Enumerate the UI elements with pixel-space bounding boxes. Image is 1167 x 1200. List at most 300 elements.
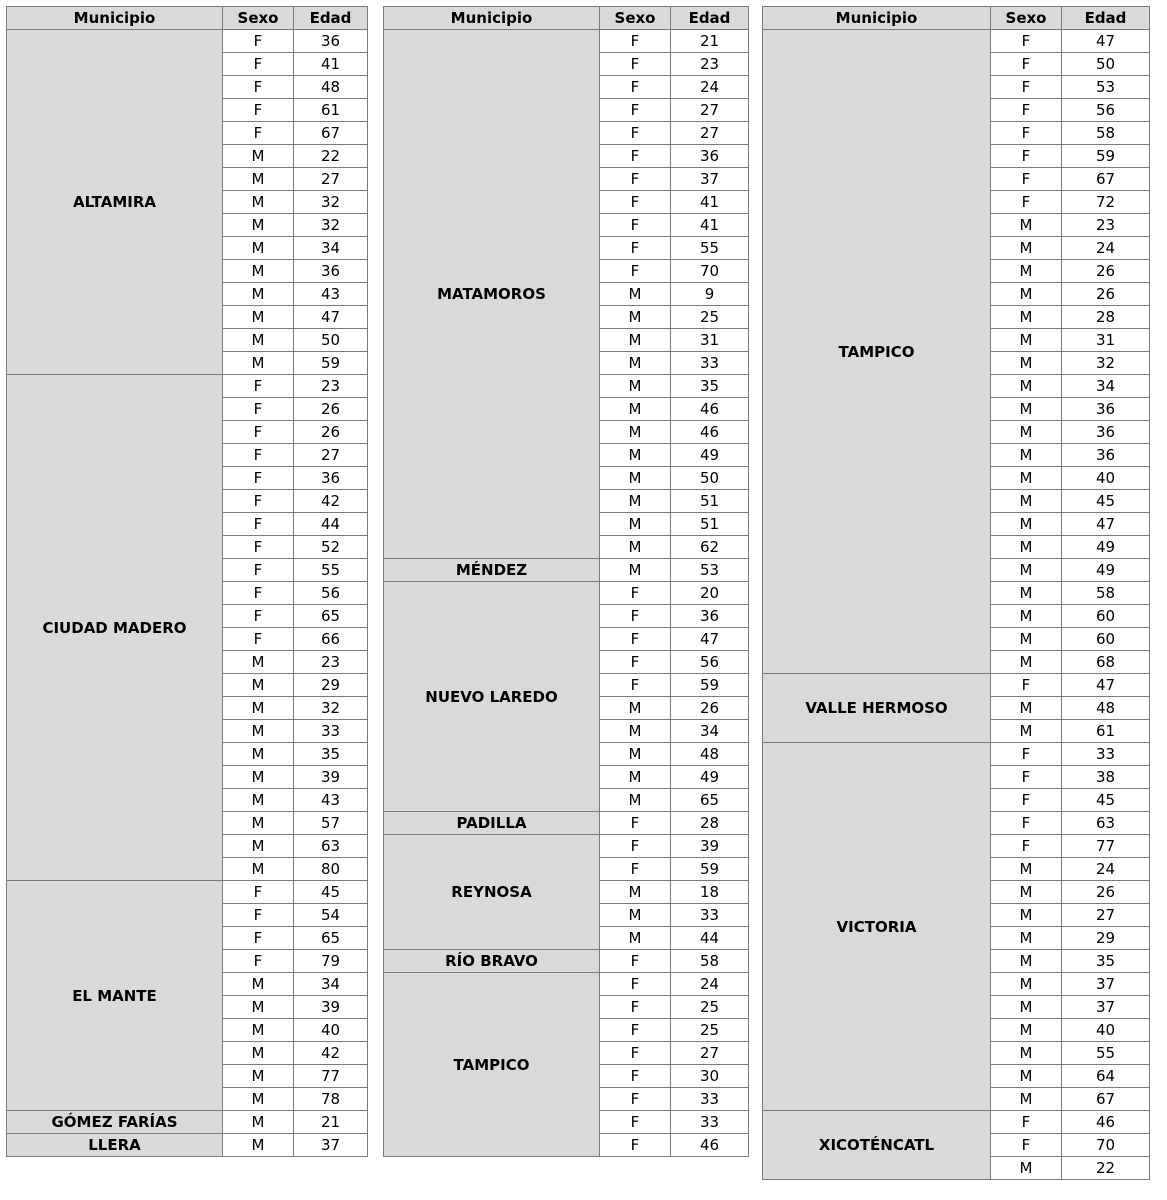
municipio-cell: EL MANTE [7, 881, 223, 1111]
sexo-cell: F [991, 812, 1062, 835]
edad-cell: 44 [294, 513, 368, 536]
edad-cell: 46 [671, 398, 749, 421]
sexo-cell: M [991, 260, 1062, 283]
sexo-cell: F [600, 1042, 671, 1065]
edad-cell: 48 [294, 76, 368, 99]
edad-cell: 26 [671, 697, 749, 720]
edad-cell: 34 [1062, 375, 1150, 398]
sexo-cell: M [991, 1088, 1062, 1111]
sexo-cell: M [223, 789, 294, 812]
sexo-cell: M [223, 743, 294, 766]
edad-cell: 21 [671, 30, 749, 53]
edad-cell: 59 [1062, 145, 1150, 168]
table-row [384, 950, 749, 973]
sexo-cell: F [223, 30, 294, 53]
municipio-cell: RÍO BRAVO [384, 950, 600, 973]
table-row [763, 743, 1150, 766]
edad-cell: 35 [294, 743, 368, 766]
table-row [763, 1111, 1150, 1134]
sexo-cell: F [223, 444, 294, 467]
edad-cell: 61 [1062, 720, 1150, 743]
edad-cell: 30 [671, 1065, 749, 1088]
municipio-cell: PADILLA [384, 812, 600, 835]
sexo-cell: F [223, 927, 294, 950]
edad-cell: 47 [1062, 30, 1150, 53]
sexo-cell: F [600, 582, 671, 605]
edad-cell: 64 [1062, 1065, 1150, 1088]
data-table-right [762, 6, 1150, 1180]
header-municipio: Municipio [384, 7, 600, 30]
sexo-cell: M [991, 697, 1062, 720]
sexo-cell: F [223, 513, 294, 536]
sexo-cell: M [600, 559, 671, 582]
edad-cell: 50 [1062, 53, 1150, 76]
edad-cell: 60 [1062, 628, 1150, 651]
sexo-cell: M [600, 306, 671, 329]
edad-cell: 41 [294, 53, 368, 76]
edad-cell: 32 [294, 697, 368, 720]
sexo-cell: F [223, 467, 294, 490]
edad-cell: 34 [671, 720, 749, 743]
edad-cell: 39 [294, 766, 368, 789]
sexo-cell: M [991, 421, 1062, 444]
sexo-cell: M [991, 513, 1062, 536]
sexo-cell: F [991, 30, 1062, 53]
sexo-cell: M [991, 467, 1062, 490]
municipio-cell: GÓMEZ FARÍAS [7, 1111, 223, 1134]
edad-cell: 27 [294, 168, 368, 191]
edad-cell: 23 [294, 375, 368, 398]
sexo-cell: M [600, 743, 671, 766]
sexo-cell: M [991, 237, 1062, 260]
edad-cell: 33 [671, 904, 749, 927]
sexo-cell: M [991, 881, 1062, 904]
edad-cell: 62 [671, 536, 749, 559]
edad-cell: 70 [671, 260, 749, 283]
sexo-cell: M [991, 559, 1062, 582]
edad-cell: 36 [671, 605, 749, 628]
edad-cell: 34 [294, 237, 368, 260]
edad-cell: 23 [294, 651, 368, 674]
edad-cell: 28 [1062, 306, 1150, 329]
edad-cell: 32 [294, 214, 368, 237]
edad-cell: 66 [294, 628, 368, 651]
edad-cell: 67 [1062, 168, 1150, 191]
sexo-cell: M [223, 237, 294, 260]
edad-cell: 65 [671, 789, 749, 812]
sexo-cell: F [223, 99, 294, 122]
edad-cell: 22 [294, 145, 368, 168]
sexo-cell: F [600, 651, 671, 674]
sexo-cell: M [223, 260, 294, 283]
sexo-cell: F [600, 812, 671, 835]
edad-cell: 26 [1062, 260, 1150, 283]
sexo-cell: M [991, 536, 1062, 559]
edad-cell: 46 [1062, 1111, 1150, 1134]
edad-cell: 27 [671, 99, 749, 122]
edad-cell: 44 [671, 927, 749, 950]
table-row [384, 559, 749, 582]
edad-cell: 37 [671, 168, 749, 191]
edad-cell: 25 [671, 1019, 749, 1042]
sexo-cell: F [991, 145, 1062, 168]
edad-cell: 68 [1062, 651, 1150, 674]
sexo-cell: F [600, 996, 671, 1019]
sexo-cell: F [600, 237, 671, 260]
sexo-cell: M [991, 1019, 1062, 1042]
sexo-cell: M [991, 398, 1062, 421]
edad-cell: 37 [1062, 973, 1150, 996]
sexo-cell: M [223, 858, 294, 881]
sexo-cell: F [600, 1134, 671, 1157]
header-row [384, 7, 749, 30]
edad-cell: 37 [294, 1134, 368, 1157]
sexo-cell: F [600, 858, 671, 881]
sexo-cell: M [991, 329, 1062, 352]
edad-cell: 20 [671, 582, 749, 605]
sexo-cell: F [991, 674, 1062, 697]
sexo-cell: F [600, 1088, 671, 1111]
sexo-cell: M [223, 1042, 294, 1065]
sexo-cell: M [223, 191, 294, 214]
edad-cell: 25 [671, 306, 749, 329]
sexo-cell: F [600, 835, 671, 858]
sexo-cell: F [991, 789, 1062, 812]
sexo-cell: M [991, 306, 1062, 329]
edad-cell: 26 [294, 421, 368, 444]
edad-cell: 63 [1062, 812, 1150, 835]
edad-cell: 46 [671, 1134, 749, 1157]
municipio-cell: MÉNDEZ [384, 559, 600, 582]
header-municipio: Municipio [7, 7, 223, 30]
sexo-cell: M [600, 283, 671, 306]
header-row [763, 7, 1150, 30]
edad-cell: 58 [671, 950, 749, 973]
edad-cell: 45 [1062, 490, 1150, 513]
edad-cell: 61 [294, 99, 368, 122]
sexo-cell: F [991, 1111, 1062, 1134]
municipio-cell: ALTAMIRA [7, 30, 223, 375]
sexo-cell: F [600, 1019, 671, 1042]
header-municipio: Municipio [763, 7, 991, 30]
edad-cell: 50 [671, 467, 749, 490]
edad-cell: 39 [671, 835, 749, 858]
municipio-cell: CIUDAD MADERO [7, 375, 223, 881]
edad-cell: 55 [294, 559, 368, 582]
edad-cell: 49 [671, 444, 749, 467]
municipio-cell: NUEVO LAREDO [384, 582, 600, 812]
sexo-cell: F [991, 766, 1062, 789]
sexo-cell: F [991, 122, 1062, 145]
sexo-cell: M [223, 1111, 294, 1134]
edad-cell: 50 [294, 329, 368, 352]
sexo-cell: F [600, 973, 671, 996]
edad-cell: 24 [1062, 858, 1150, 881]
sexo-cell: F [223, 904, 294, 927]
edad-cell: 48 [671, 743, 749, 766]
edad-cell: 39 [294, 996, 368, 1019]
sexo-cell: M [600, 329, 671, 352]
sexo-cell: F [991, 76, 1062, 99]
municipio-cell: REYNOSA [384, 835, 600, 950]
edad-cell: 22 [1062, 1157, 1150, 1180]
table-row [7, 881, 368, 904]
sexo-cell: M [600, 881, 671, 904]
sexo-cell: M [223, 1019, 294, 1042]
sexo-cell: M [600, 352, 671, 375]
edad-cell: 53 [671, 559, 749, 582]
edad-cell: 33 [1062, 743, 1150, 766]
edad-cell: 67 [1062, 1088, 1150, 1111]
sexo-cell: M [600, 398, 671, 421]
sexo-cell: F [600, 628, 671, 651]
edad-cell: 24 [1062, 237, 1150, 260]
sexo-cell: M [991, 950, 1062, 973]
edad-cell: 59 [671, 858, 749, 881]
sexo-cell: F [991, 1134, 1062, 1157]
sexo-cell: F [991, 835, 1062, 858]
edad-cell: 23 [671, 53, 749, 76]
edad-cell: 77 [1062, 835, 1150, 858]
sexo-cell: F [223, 950, 294, 973]
sexo-cell: F [600, 76, 671, 99]
sexo-cell: F [223, 398, 294, 421]
sexo-cell: M [991, 375, 1062, 398]
header-edad: Edad [294, 7, 368, 30]
edad-cell: 55 [671, 237, 749, 260]
edad-cell: 49 [1062, 559, 1150, 582]
edad-cell: 52 [294, 536, 368, 559]
sexo-cell: M [223, 697, 294, 720]
sexo-cell: M [223, 720, 294, 743]
edad-cell: 65 [294, 927, 368, 950]
sexo-cell: F [991, 53, 1062, 76]
table-row [384, 812, 749, 835]
sexo-cell: F [600, 214, 671, 237]
sexo-cell: M [223, 1088, 294, 1111]
sexo-cell: F [223, 53, 294, 76]
sexo-cell: M [600, 536, 671, 559]
edad-cell: 58 [1062, 122, 1150, 145]
sexo-cell: M [600, 904, 671, 927]
sexo-cell: M [600, 467, 671, 490]
sexo-cell: M [223, 674, 294, 697]
sexo-cell: F [223, 536, 294, 559]
edad-cell: 26 [1062, 881, 1150, 904]
municipio-cell: TAMPICO [384, 973, 600, 1157]
edad-cell: 79 [294, 950, 368, 973]
sexo-cell: M [991, 582, 1062, 605]
sexo-cell: M [223, 996, 294, 1019]
sexo-cell: M [600, 789, 671, 812]
sexo-cell: M [223, 1134, 294, 1157]
edad-cell: 21 [294, 1111, 368, 1134]
edad-cell: 53 [1062, 76, 1150, 99]
edad-cell: 33 [671, 352, 749, 375]
table-row [763, 674, 1150, 697]
sexo-cell: M [991, 1157, 1062, 1180]
sexo-cell: M [600, 375, 671, 398]
sexo-cell: F [991, 168, 1062, 191]
sexo-cell: F [223, 559, 294, 582]
sexo-cell: M [223, 329, 294, 352]
sexo-cell: M [600, 697, 671, 720]
sexo-cell: F [991, 191, 1062, 214]
edad-cell: 27 [1062, 904, 1150, 927]
sexo-cell: F [600, 950, 671, 973]
sexo-cell: F [600, 1111, 671, 1134]
municipio-cell: VICTORIA [763, 743, 991, 1111]
table-row [384, 582, 749, 605]
sexo-cell: F [600, 674, 671, 697]
edad-cell: 42 [294, 1042, 368, 1065]
table-row [763, 30, 1150, 53]
sexo-cell: M [991, 214, 1062, 237]
edad-cell: 36 [294, 260, 368, 283]
edad-cell: 49 [1062, 536, 1150, 559]
sexo-cell: F [600, 605, 671, 628]
edad-cell: 45 [1062, 789, 1150, 812]
header-sexo: Sexo [600, 7, 671, 30]
edad-cell: 80 [294, 858, 368, 881]
data-table-middle [383, 6, 749, 1157]
sexo-cell: F [600, 168, 671, 191]
municipio-cell: XICOTÉNCATL [763, 1111, 991, 1180]
sexo-cell: F [600, 122, 671, 145]
edad-cell: 35 [1062, 950, 1150, 973]
sexo-cell: M [600, 927, 671, 950]
sexo-cell: F [223, 375, 294, 398]
edad-cell: 40 [1062, 1019, 1150, 1042]
table-row [384, 973, 749, 996]
header-sexo: Sexo [991, 7, 1062, 30]
edad-cell: 38 [1062, 766, 1150, 789]
sexo-cell: F [600, 53, 671, 76]
sexo-cell: F [223, 605, 294, 628]
header-edad: Edad [671, 7, 749, 30]
edad-cell: 33 [294, 720, 368, 743]
edad-cell: 47 [294, 306, 368, 329]
sexo-cell: F [223, 76, 294, 99]
edad-cell: 40 [294, 1019, 368, 1042]
edad-cell: 51 [671, 490, 749, 513]
sexo-cell: M [991, 904, 1062, 927]
sexo-cell: M [223, 1065, 294, 1088]
edad-cell: 43 [294, 283, 368, 306]
sexo-cell: M [991, 973, 1062, 996]
edad-cell: 42 [294, 490, 368, 513]
edad-cell: 33 [671, 1088, 749, 1111]
header-sexo: Sexo [223, 7, 294, 30]
edad-cell: 37 [1062, 996, 1150, 1019]
sexo-cell: M [991, 283, 1062, 306]
sexo-cell: M [600, 421, 671, 444]
edad-cell: 47 [1062, 674, 1150, 697]
edad-cell: 54 [294, 904, 368, 927]
edad-cell: 18 [671, 881, 749, 904]
edad-cell: 65 [294, 605, 368, 628]
edad-cell: 29 [294, 674, 368, 697]
sexo-cell: M [600, 720, 671, 743]
table-row [7, 375, 368, 398]
edad-cell: 63 [294, 835, 368, 858]
edad-cell: 26 [1062, 283, 1150, 306]
sexo-cell: F [223, 582, 294, 605]
edad-cell: 72 [1062, 191, 1150, 214]
municipio-cell: MATAMOROS [384, 30, 600, 559]
edad-cell: 56 [294, 582, 368, 605]
edad-cell: 27 [671, 1042, 749, 1065]
edad-cell: 78 [294, 1088, 368, 1111]
edad-cell: 25 [671, 996, 749, 1019]
edad-cell: 36 [1062, 398, 1150, 421]
edad-cell: 41 [671, 214, 749, 237]
sexo-cell: F [991, 99, 1062, 122]
municipio-cell: LLERA [7, 1134, 223, 1157]
edad-cell: 41 [671, 191, 749, 214]
edad-cell: 67 [294, 122, 368, 145]
table-row [7, 1134, 368, 1157]
edad-cell: 51 [671, 513, 749, 536]
sexo-cell: M [991, 490, 1062, 513]
sexo-cell: M [991, 444, 1062, 467]
edad-cell: 43 [294, 789, 368, 812]
sexo-cell: M [991, 1042, 1062, 1065]
header-row [7, 7, 368, 30]
sexo-cell: M [223, 766, 294, 789]
edad-cell: 47 [1062, 513, 1150, 536]
edad-cell: 56 [1062, 99, 1150, 122]
edad-cell: 23 [1062, 214, 1150, 237]
sexo-cell: F [223, 628, 294, 651]
sexo-cell: M [223, 651, 294, 674]
edad-cell: 29 [1062, 927, 1150, 950]
edad-cell: 26 [294, 398, 368, 421]
edad-cell: 33 [671, 1111, 749, 1134]
edad-cell: 36 [1062, 421, 1150, 444]
sexo-cell: M [991, 927, 1062, 950]
sexo-cell: F [600, 99, 671, 122]
sexo-cell: M [991, 858, 1062, 881]
sexo-cell: F [223, 881, 294, 904]
edad-cell: 70 [1062, 1134, 1150, 1157]
sexo-cell: F [991, 743, 1062, 766]
edad-cell: 45 [294, 881, 368, 904]
sexo-cell: M [223, 812, 294, 835]
table-row [7, 30, 368, 53]
edad-cell: 60 [1062, 605, 1150, 628]
table-row [384, 835, 749, 858]
edad-cell: 36 [1062, 444, 1150, 467]
edad-cell: 47 [671, 628, 749, 651]
edad-cell: 49 [671, 766, 749, 789]
sexo-cell: M [223, 973, 294, 996]
edad-cell: 46 [671, 421, 749, 444]
sexo-cell: F [223, 122, 294, 145]
edad-cell: 35 [671, 375, 749, 398]
edad-cell: 59 [294, 352, 368, 375]
table-row [384, 30, 749, 53]
edad-cell: 77 [294, 1065, 368, 1088]
edad-cell: 32 [294, 191, 368, 214]
sexo-cell: F [600, 30, 671, 53]
sexo-cell: M [991, 1065, 1062, 1088]
sexo-cell: M [600, 766, 671, 789]
edad-cell: 34 [294, 973, 368, 996]
sexo-cell: M [223, 168, 294, 191]
edad-cell: 31 [671, 329, 749, 352]
sexo-cell: M [223, 835, 294, 858]
